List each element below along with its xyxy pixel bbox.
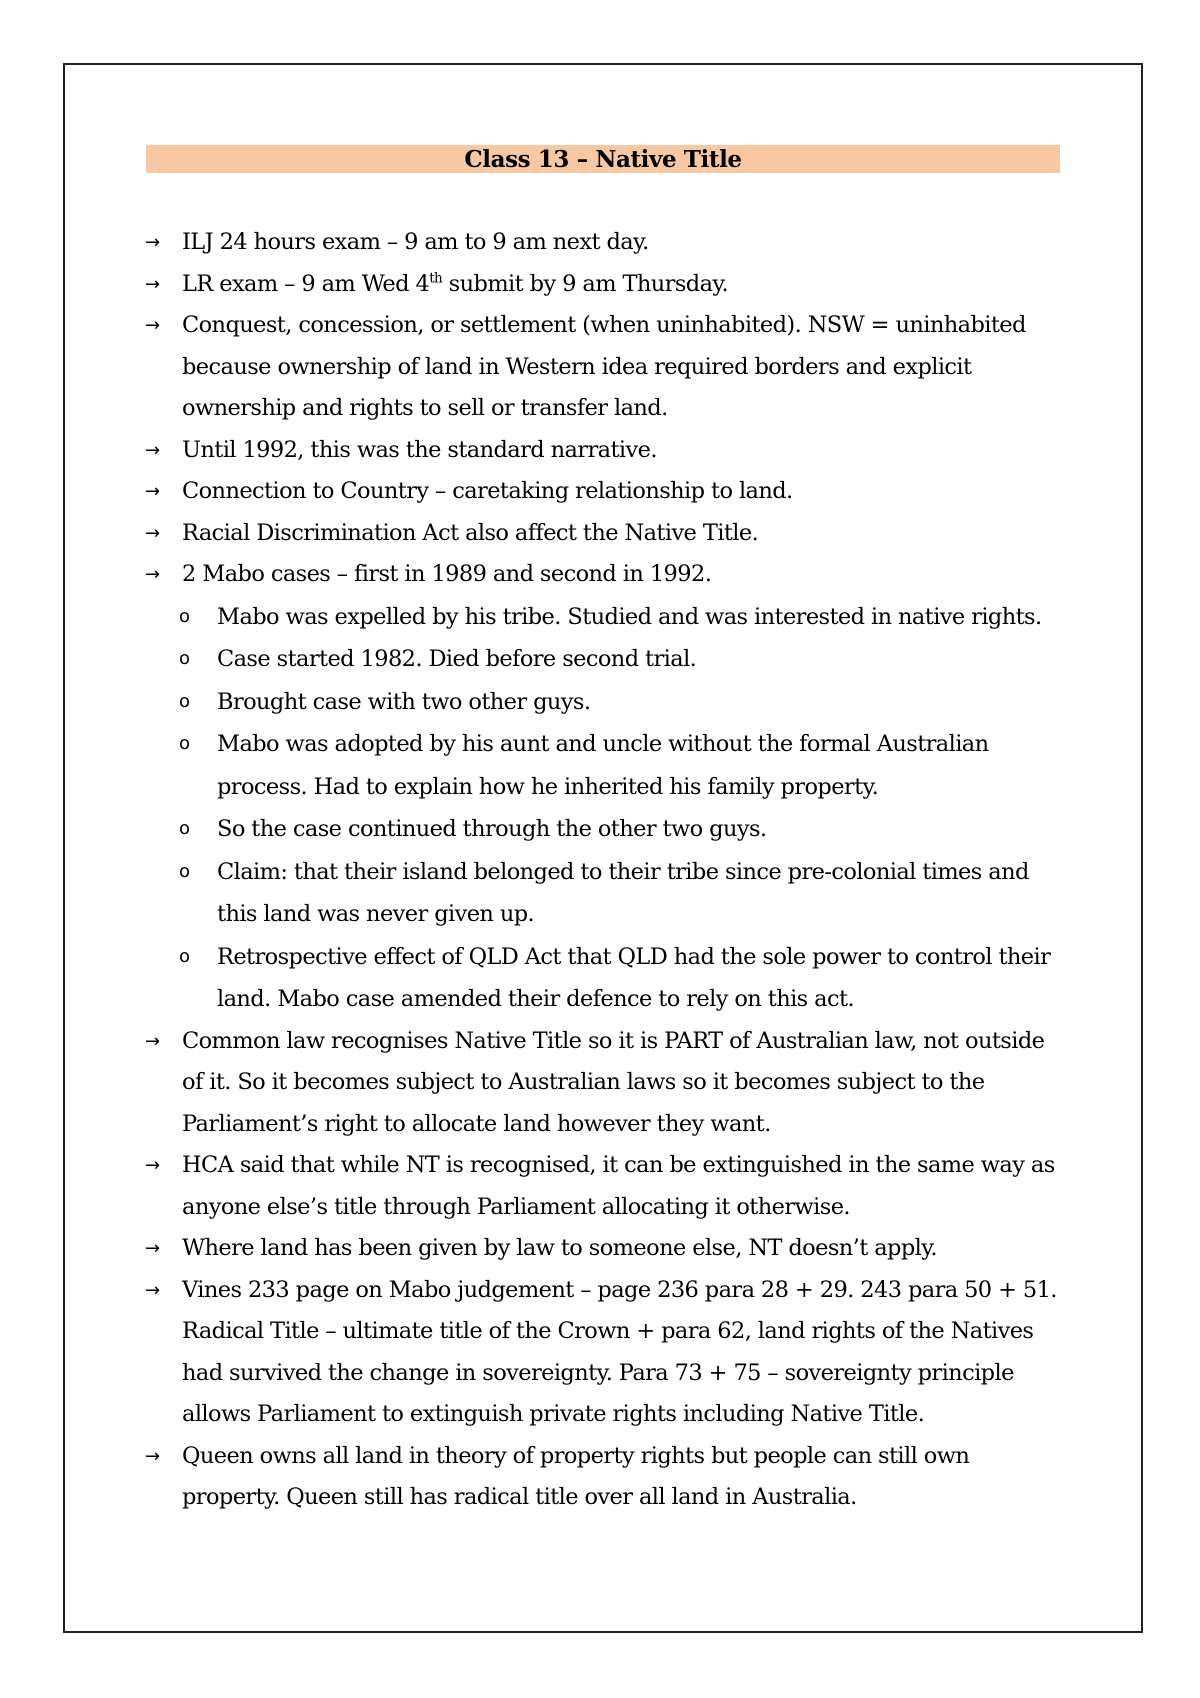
arrow-icon: → (145, 439, 160, 461)
arrow-icon: → (145, 1238, 160, 1259)
circle-bullet-icon: o (179, 818, 190, 839)
bullet-text: Common law recognises Native Title so it is PART of Australian law, not outside of it. So it becomes subject to Australian laws so it becomes subject to the Parliament’s right to allocate land however they want. (182, 1027, 1045, 1137)
bullet-list-top (145, 222, 1065, 596)
circle-bullet-icon: o (179, 648, 190, 669)
list-item (145, 1270, 1065, 1436)
notes-content (145, 222, 1065, 1519)
bullet-text: Racial Discrimination Act also affect the Native Title. (182, 519, 759, 546)
arrow-icon: → (145, 232, 160, 253)
list-item (145, 1145, 1065, 1228)
sub-bullet-text: Mabo was adopted by his aunt and uncle without the formal Australian process. Had to explain how he inherited his family property. (217, 731, 989, 800)
bullet-text: ILJ 24 hours exam – 9 am to 9 am next day. (182, 229, 649, 255)
arrow-icon: → (145, 481, 160, 502)
sub-list-item (145, 723, 1065, 808)
list-item (145, 1021, 1065, 1146)
list-item (145, 513, 1065, 555)
bullet-text: LR exam – 9 am Wed 4 (182, 270, 430, 297)
sub-list-item (145, 596, 1065, 639)
list-item (145, 471, 1065, 513)
sub-list-item (145, 936, 1065, 1021)
circle-bullet-icon: o (179, 690, 190, 712)
bullet-text: Queen owns all land in theory of property rights but people can still own property. Queen still has radical title over all land in Australia. (182, 1442, 970, 1510)
circle-bullet-icon: o (179, 860, 190, 882)
bullet-text: submit by 9 am Thursday. (442, 270, 729, 297)
bullet-list-bottom (145, 1021, 1065, 1519)
bullet-text: Vines 233 page on Mabo judgement – page 236 para 28 + 29. 243 para 50 + 51. Radical Title – ultimate title of the Crown + para 62, land rights of the Natives had survived the change in sovereignty. Para 73 + 75 – sovereignty principle allows Parliament to extinguish private rights including Native Title. (182, 1276, 1057, 1427)
sub-bullet-text: Retrospective effect of QLD Act that QLD had the sole power to control their land. Mabo case amended their defence to rely on this act. (217, 943, 1051, 1012)
sub-bullet-text: Mabo was expelled by his tribe. Studied and was interested in native rights. (217, 603, 1042, 630)
list-item (145, 264, 1065, 306)
bullet-text: Connection to Country – caretaking relationship to land. (182, 478, 793, 504)
list-item (145, 554, 1065, 596)
arrow-icon: → (145, 1030, 160, 1052)
arrow-icon: → (145, 522, 160, 544)
arrow-icon: → (145, 1279, 160, 1301)
list-item (145, 430, 1065, 472)
circle-bullet-icon: o (179, 733, 190, 754)
arrow-icon: → (145, 1445, 160, 1467)
superscript: th (429, 270, 443, 286)
sub-list-item (145, 808, 1065, 851)
title-bar (146, 145, 1060, 173)
bullet-text: Where land has been given by law to someone else, NT doesn’t apply. (182, 1235, 937, 1261)
bullet-text: HCA said that while NT is recognised, it can be extinguished in the same way as anyone else’s title through Parliament allocating it otherwise. (182, 1152, 1055, 1220)
sub-list-item (145, 851, 1065, 936)
sub-bullet-list (145, 596, 1065, 1021)
sub-list-item (145, 638, 1065, 681)
arrow-icon: → (145, 273, 160, 295)
sub-bullet-text: Brought case with two other guys. (217, 688, 591, 715)
arrow-icon: → (145, 315, 160, 336)
arrow-icon: → (145, 1155, 160, 1176)
sub-bullet-text: Claim: that their island belonged to their tribe since pre-colonial times and this land was never given up. (217, 858, 1029, 927)
arrow-icon: → (145, 564, 160, 585)
circle-bullet-icon: o (179, 945, 190, 967)
bullet-text: Conquest, concession, or settlement (when uninhabited). NSW = uninhabited because ownership of land in Western idea required borders and explicit ownership and rights to sell or transfer land. (182, 312, 1026, 421)
bullet-text: 2 Mabo cases – first in 1989 and second in 1992. (182, 561, 712, 587)
circle-bullet-icon: o (179, 605, 190, 627)
list-item (145, 1228, 1065, 1270)
sub-list-item (145, 681, 1065, 724)
sub-bullet-text: Case started 1982. Died before second trial. (217, 646, 697, 672)
list-item (145, 1436, 1065, 1519)
list-item (145, 222, 1065, 264)
list-item (145, 305, 1065, 430)
sub-bullet-text: So the case continued through the other two guys. (217, 816, 767, 842)
bullet-text: Until 1992, this was the standard narrative. (182, 436, 657, 463)
page-title: Class 13 – Native Title (464, 145, 742, 173)
